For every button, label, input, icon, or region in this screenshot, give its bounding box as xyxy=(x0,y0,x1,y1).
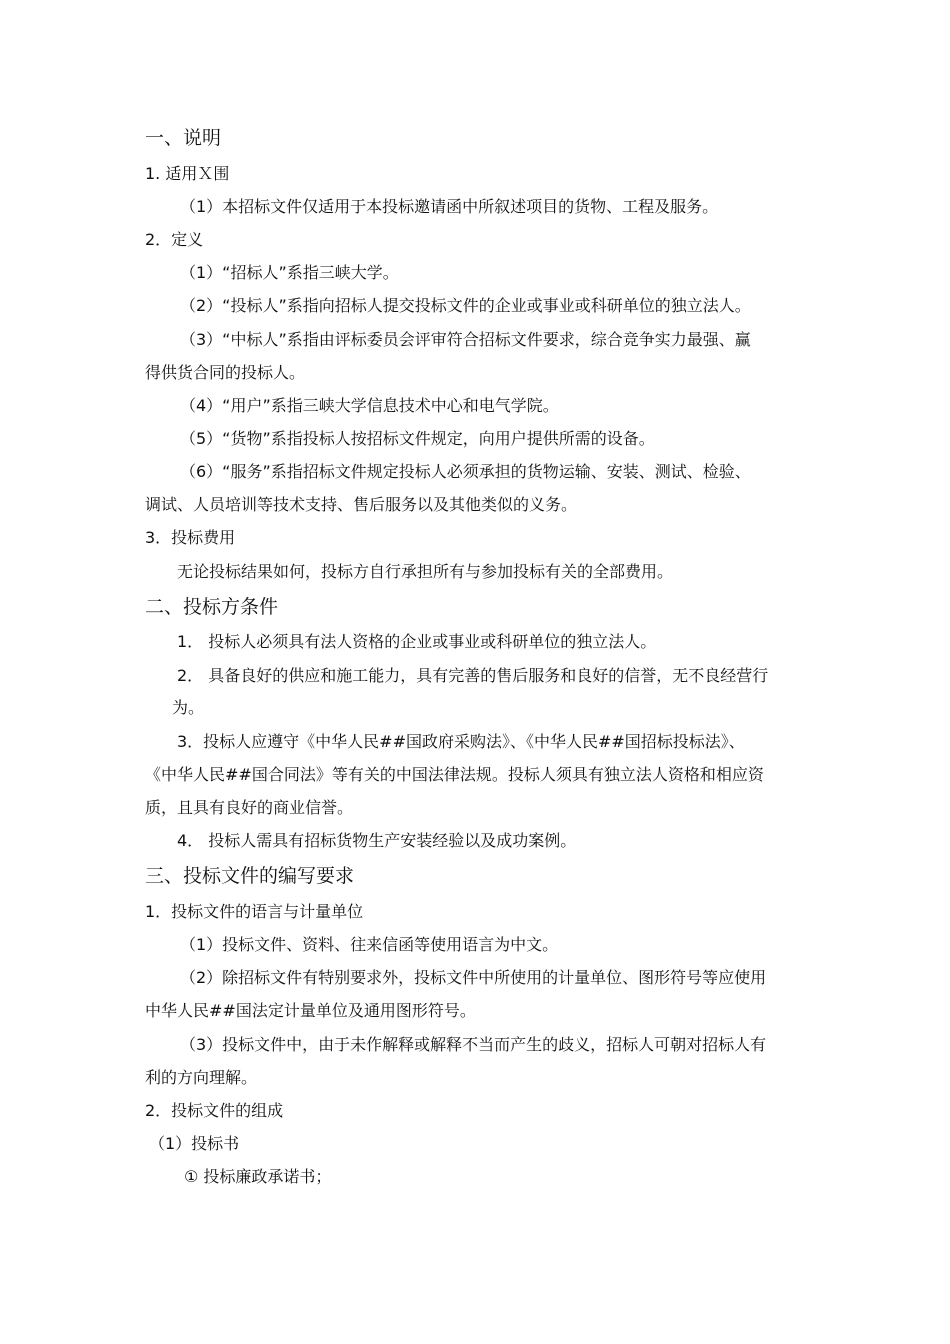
subsection-heading-composition: 2．投标文件的组成 xyxy=(145,1101,284,1120)
definition-4: （4）“用户”系指三峡大学信息技术中心和电气学院。 xyxy=(180,396,559,415)
condition-3-line-2: 《中华人民##国合同法》等有关的中国法律法规。投标人须具有独立法人资格和相应资 xyxy=(145,765,764,784)
language-item-2-line-2: 中华人民##国法定计量单位及通用图形符号。 xyxy=(145,1001,476,1020)
definition-2: （2）“投标人”系指向招标人提交投标文件的企业或事业或科研单位的独立法人。 xyxy=(180,296,751,315)
subsection-heading-fees: 3．投标费用 xyxy=(145,528,236,547)
composition-subitem-1: ① 投标廉政承诺书； xyxy=(184,1167,332,1186)
definition-3-line-2: 得供货合同的投标人。 xyxy=(145,363,306,382)
condition-3-line-3: 质，且具有良好的商业信誉。 xyxy=(145,798,354,817)
language-item-1: （1）投标文件、资料、往来信函等使用语言为中文。 xyxy=(180,935,559,954)
subsection-heading-scope: 1. 适用Ｘ围 xyxy=(145,164,230,183)
definition-3-line-1: （3）“中标人”系指由评标委员会评审符合招标文件要求，综合竞争实力最强、赢 xyxy=(180,330,751,349)
language-item-3-line-1: （3）投标文件中，由于未作解释或解释不当而产生的歧义，招标人可朝对招标人有 xyxy=(180,1035,767,1054)
language-item-3-line-2: 利的方向理解。 xyxy=(145,1068,258,1087)
subsection-heading-definitions: 2．定义 xyxy=(145,230,204,249)
paragraph-fees: 无论投标结果如何，投标方自行承担所有与参加投标有关的全部费用。 xyxy=(177,562,674,581)
definition-6-line-2: 调试、人员培训等技术支持、售后服务以及其他类似的义务。 xyxy=(145,495,578,514)
paragraph-scope-1: （1）本招标文件仅适用于本投标邀请函中所叙述项目的货物、工程及服务。 xyxy=(180,197,719,216)
definition-1: （1）“招标人”系指三峡大学。 xyxy=(180,263,399,282)
section-heading-3: 三、投标文件的编写要求 xyxy=(145,865,355,887)
language-item-2-line-1: （2）除招标文件有特别要求外，投标文件中所使用的计量单位、图形符号等应使用 xyxy=(180,968,767,987)
condition-3-line-1: 3．投标人应遵守《中华人民##国政府采购法》、《中华人民##国招标投标法》、 xyxy=(177,732,745,751)
subsection-heading-language: 1．投标文件的语言与计量单位 xyxy=(145,902,364,921)
condition-2-line-2: 为。 xyxy=(172,698,205,717)
section-heading-2: 二、投标方条件 xyxy=(145,596,279,618)
composition-item-1: （1）投标书 xyxy=(149,1134,240,1153)
section-heading-1: 一、说明 xyxy=(145,127,222,149)
condition-2-line-1: 2． 具备良好的供应和施工能力，具有完善的售后服务和良好的信誉，无不良经营行 xyxy=(177,666,769,685)
definition-6-line-1: （6）“服务”系指招标文件规定投标人必须承担的货物运输、安装、测试、检验、 xyxy=(180,462,751,481)
condition-1: 1． 投标人必须具有法人资格的企业或事业或科研单位的独立法人。 xyxy=(177,632,657,651)
definition-5: （5）“货物”系指投标人按招标文件规定，向用户提供所需的设备。 xyxy=(180,429,655,448)
condition-4: 4． 投标人需具有招标货物生产安装经验以及成功案例。 xyxy=(177,831,577,850)
